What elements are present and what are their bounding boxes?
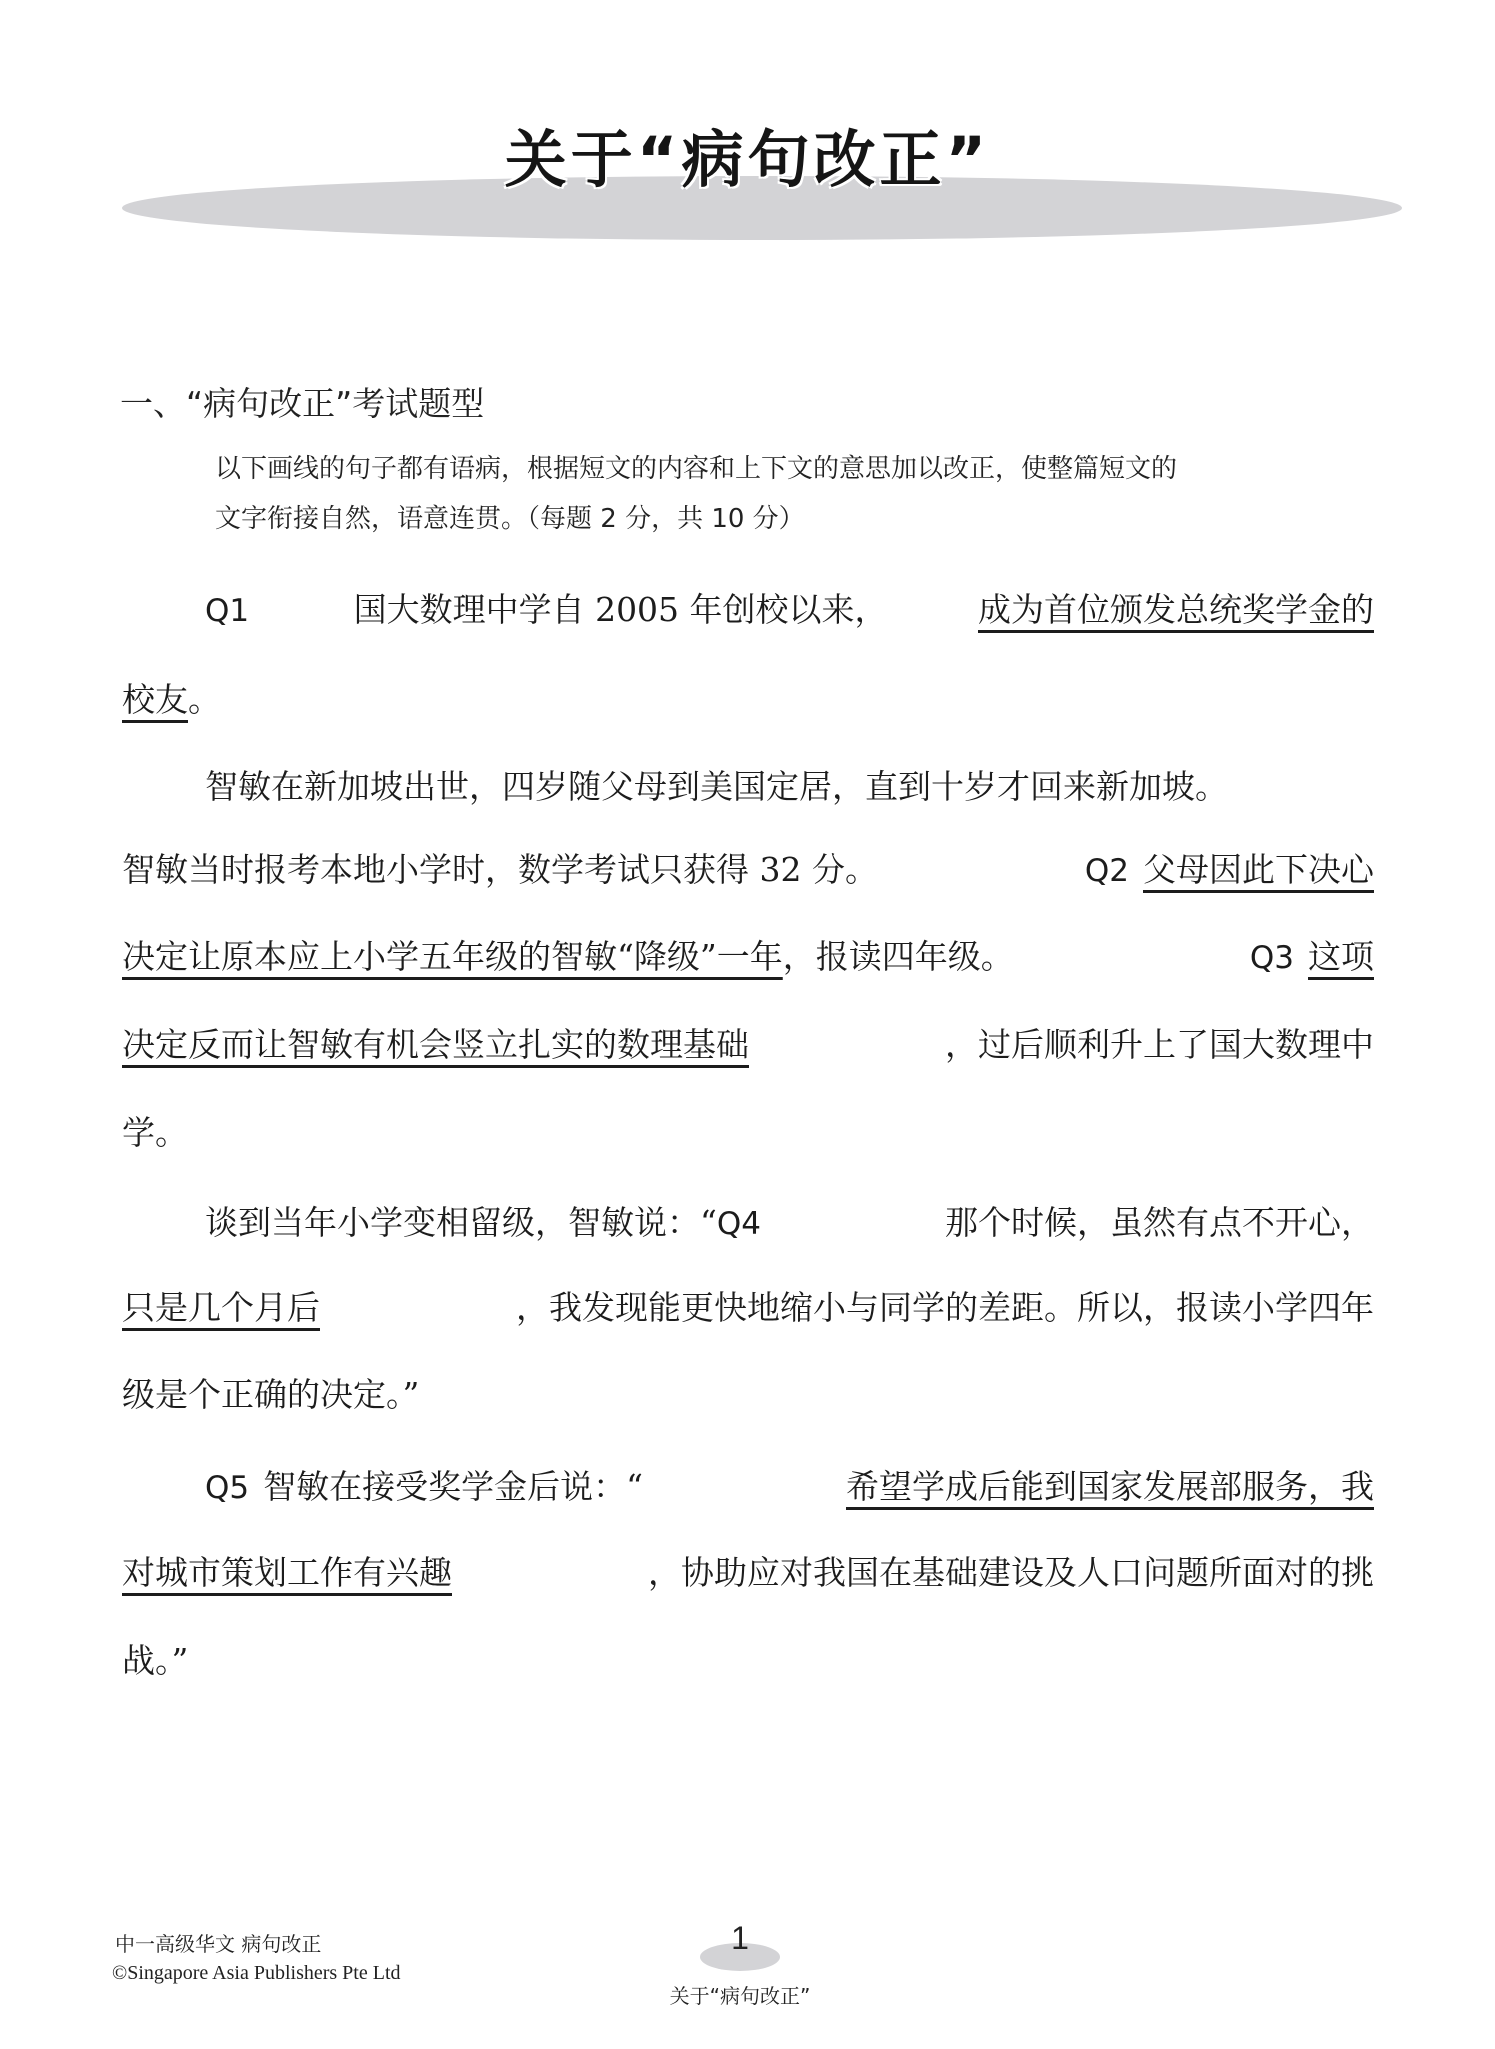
- plain-text: 战。”: [122, 1641, 189, 1680]
- plain-text: 级是个正确的决定。”: [122, 1375, 420, 1414]
- passage-line: [122, 1548, 1374, 1598]
- underlined-error-sentence-q1: 成为首位颁发总统奖学金的: [978, 590, 1374, 629]
- section-heading: 一、“病句改正”考试题型: [120, 384, 485, 423]
- instruction-line-2: 文字衔接自然，语意连贯。（每题 2 分，共 10 分）: [215, 504, 805, 534]
- question-label-q2: Q2: [1084, 853, 1129, 889]
- plain-text: ，报读四年级。: [782, 937, 1014, 976]
- instruction-line-1: 以下画线的句子都有语病，根据短文的内容和上下文的意思加以改正，使整篇短文的: [215, 454, 1178, 484]
- underlined-error-sentence-q2-cont: 决定让原本应上小学五年级的智敏“降级”一年: [122, 937, 783, 976]
- page-title: 关于“病句改正”: [504, 123, 991, 196]
- footer-book-title: 中一高级华文 病句改正: [115, 1932, 322, 1956]
- passage-line-q3: [122, 932, 1374, 982]
- plain-text: 智敏在接受奖学金后说：“: [263, 1467, 643, 1506]
- page-number: 1: [731, 1920, 749, 1956]
- question-label-q4: Q4: [716, 1206, 761, 1242]
- passage-line-q1: [205, 585, 1374, 635]
- underlined-error-sentence-q1-cont: 校友: [122, 680, 188, 719]
- footer-copyright: ©Singapore Asia Publishers Pte Ltd: [112, 1962, 401, 1984]
- underlined-error-sentence-q5-cont: 对城市策划工作有兴趣: [122, 1553, 452, 1592]
- plain-text: 学。: [122, 1113, 188, 1152]
- plain-text: 国大数理中学自 2005 年创校以来，: [353, 590, 888, 629]
- plain-text: 。: [188, 680, 221, 719]
- passage-line: [122, 1108, 1374, 1158]
- plain-text: ，我发现能更快地缩小与同学的差距。所以，报读小学四年: [516, 1288, 1374, 1327]
- plain-text: ，协助应对我国在基础建设及人口问题所面对的挑: [648, 1553, 1374, 1592]
- underlined-error-sentence-q3-cont: 决定反而让智敏有机会竖立扎实的数理基础: [122, 1025, 749, 1064]
- underlined-error-sentence-q4: 只是几个月后: [122, 1288, 320, 1327]
- passage-line: [205, 762, 1374, 812]
- passage-line: [122, 1370, 1374, 1420]
- underlined-error-sentence-q2: 父母因此下决心: [1143, 850, 1374, 889]
- passage-line: [122, 675, 1374, 725]
- question-label-q5: Q5: [205, 1470, 250, 1506]
- question-label-q3: Q3: [1249, 940, 1294, 976]
- question-label-q1: Q1: [205, 593, 250, 629]
- passage-line-q2: [122, 845, 1374, 895]
- passage-line: [122, 1283, 1374, 1333]
- passage-line-q5: [205, 1462, 1374, 1512]
- footer-section-label: 关于“病句改正”: [669, 1984, 811, 2008]
- plain-text: 谈到当年小学变相留级，智敏说：“: [205, 1203, 717, 1242]
- passage-line: [122, 1020, 1374, 1070]
- plain-text: 智敏当时报考本地小学时，数学考试只获得 32 分。: [122, 850, 878, 889]
- underlined-error-sentence-q5: 希望学成后能到国家发展部服务，我: [846, 1467, 1374, 1506]
- plain-text: ，过后顺利升上了国大数理中: [945, 1025, 1374, 1064]
- passage-line-q4: [205, 1198, 1374, 1248]
- underlined-error-sentence-q3: 这项: [1308, 937, 1374, 976]
- passage-line: [122, 1636, 1374, 1686]
- plain-text: 那个时候，虽然有点不开心，: [945, 1203, 1374, 1242]
- plain-text: 智敏在新加坡出世，四岁随父母到美国定居，直到十岁才回来新加坡。: [205, 767, 1228, 806]
